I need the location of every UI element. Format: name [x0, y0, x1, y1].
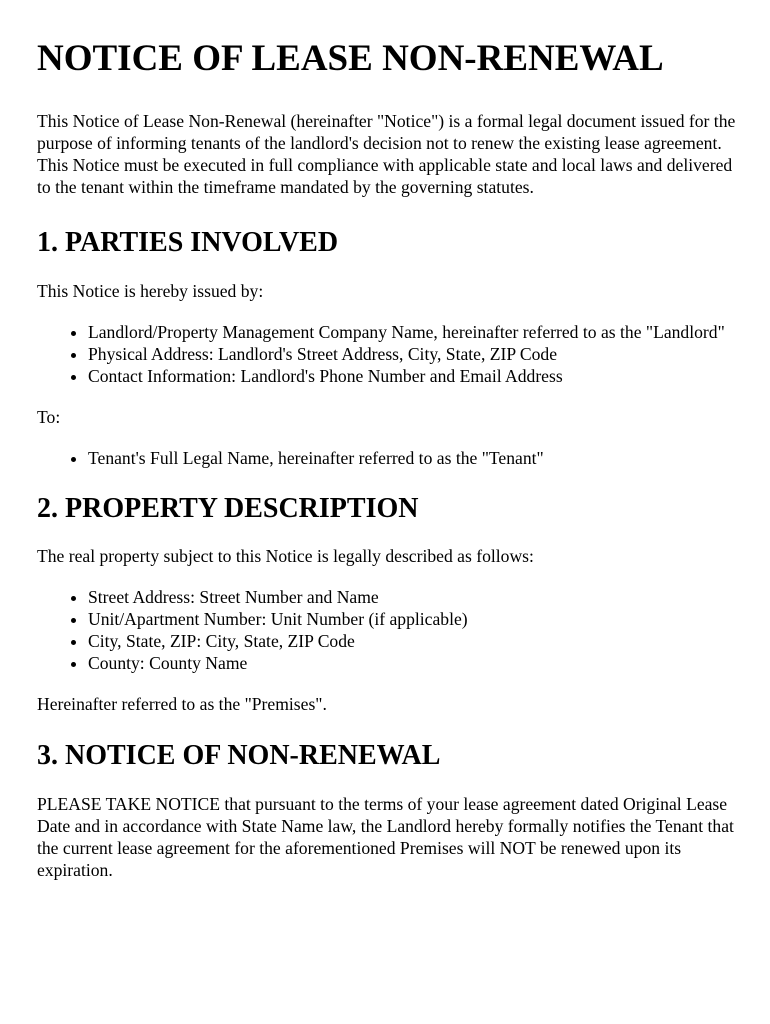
list-item: • Tenant's Full Legal Name, hereinafter referred to as the "Tenant"	[88, 447, 737, 469]
to-label: To:	[37, 407, 61, 427]
parties-intro-text: This Notice is hereby issued by:	[37, 281, 264, 301]
section-heading-parties: 1. PARTIES INVOLVED	[37, 227, 339, 258]
list-item: • Street Address: Street Number and Name	[88, 586, 737, 608]
list-item: • City, State, ZIP: City, State, ZIP Code	[88, 630, 737, 652]
list-item: • Physical Address: Landlord's Street Address, City, State, ZIP Code	[88, 343, 737, 365]
list-item: • Unit/Apartment Number: Unit Number (if applicable)	[88, 608, 737, 630]
property-intro-text: The real property subject to this Notice is legally described as follows:	[37, 546, 534, 566]
tenant-details-list	[37, 447, 737, 469]
property-details-list	[37, 586, 737, 674]
section-heading-non-renewal: 3. NOTICE OF NON-RENEWAL	[37, 740, 441, 771]
landlord-details-list	[37, 321, 737, 387]
premises-definition-text: Hereinafter referred to as the "Premises".	[37, 694, 327, 714]
document-page	[37, 0, 737, 881]
list-item: • Contact Information: Landlord's Phone Number and Email Address	[88, 365, 737, 387]
list-item: • Landlord/Property Management Company Name, hereinafter referred to as the "Landlord"	[88, 321, 737, 343]
list-item: • County: County Name	[88, 652, 737, 674]
non-renewal-body-text: PLEASE TAKE NOTICE that pursuant to the terms of your lease agreement dated Original Lease Date and in accordance with State Name law, the Landlord hereby formally notifies the Tenant that the current lease agreement for the aforementioned Premises will NOT be renewed upon its expiration.	[37, 794, 734, 880]
intro-paragraph: This Notice of Lease Non-Renewal (hereinafter "Notice") is a formal legal document issued for the purpose of informing tenants of the landlord's decision not to renew the existing lease agreement. This Notice must be executed in full compliance with applicable state and local laws and delivered to the tenant within the timeframe mandated by the governing statutes.	[37, 111, 736, 197]
section-heading-property: 2. PROPERTY DESCRIPTION	[37, 493, 419, 524]
document-title: NOTICE OF LEASE NON-RENEWAL	[37, 38, 664, 79]
